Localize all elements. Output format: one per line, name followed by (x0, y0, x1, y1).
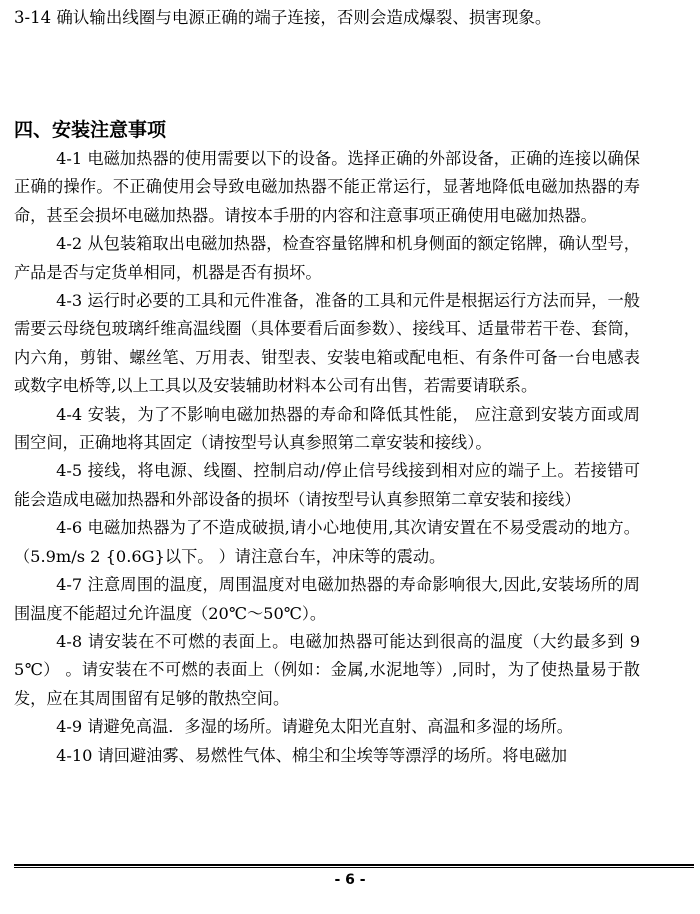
paragraph-4-7: 4-7 注意周围的温度，周围温度对电磁加热器的寿命影响很大,因此,安装场所的周围温度不能超过允许温度（20℃～50℃）。 (14, 575, 640, 623)
paragraph-4-6: 4-6 电磁加热器为了不造成破损,请小心地使用,其次请安置在不易受震动的地方。 （5.9m/s 2 {0.6G}以下。 ）请注意台车，冲床等的震动。 (14, 518, 640, 566)
section-title: 四、安装注意事项 (14, 119, 167, 141)
page-number: - 6 - (334, 872, 366, 888)
paragraph-4-4: 4-4 安装，为了不影响电磁加热器的寿命和降低其性能， 应注意到安装方面或周围空间，正确地将其固定（请按型号认真参照第二章安装和接线）。 (14, 404, 640, 453)
paragraph-4-1: 4-1 电磁加热器的使用需要以下的设备。选择正确的外部设备，正确的连接以确保正确的操作。不正确使用会导致电磁加热器不能正常运行，显著地降低电磁加热器的寿命，甚至会损坏电磁加热器。请按本手册的内容和注意事项正确使用电磁加热器。 (14, 149, 640, 225)
footer-divider (14, 864, 694, 866)
paragraph-4-10: 4-10 请回避油雾、易燃性气体、棉尘和尘埃等等漂浮的场所。将电磁加 (56, 745, 568, 765)
section-body (14, 145, 640, 770)
paragraph-4-5: 4-5 接线，将电源、线圈、控制启动/停止信号线接到相对应的端子上。若接错可能会造成电磁加热器和外部设备的损坏（请按型号认真参照第二章安装和接线） (14, 461, 640, 509)
paragraph-4-9: 4-9 请避免高温．多湿的场所。请避免太阳光直射、高温和多湿的场所。 (56, 717, 573, 737)
item-3-14-text: 3-14 确认输出线圈与电源正确的端子连接，否则会造成爆裂、损害现象。 (14, 8, 552, 27)
footer-divider-thin (14, 867, 694, 868)
paragraph-4-2: 4-2 从包装箱取出电磁加热器，检查容量铭牌和机身侧面的额定铭牌，确认型号，产品是否与定货单相同，机器是否有损坏。 (14, 234, 640, 282)
paragraph-4-8: 4-8 请安装在不可燃的表面上。电磁加热器可能达到很高的温度（大约最多到 95℃） 。请安装在不可燃的表面上（例如：金属,水泥地等）,同时，为了使热量易于散发，应在其周围留有足够的散热空间。 (14, 631, 640, 708)
paragraph-4-3: 4-3 运行时必要的工具和元件准备，准备的工具和元件是根据运行方法而异，一般需要云母绕包玻璃纤维高温线圈（具体要看后面参数）、接线耳、适量带若干卷、套筒，内六角，剪钳、螺丝笔、万用表、钳型表、安装电箱或配电柜、有条件可备一台电感表或数字电桥等,以上工具以及安装辅助材料本公司有出售，若需要请联系。 (14, 291, 640, 396)
